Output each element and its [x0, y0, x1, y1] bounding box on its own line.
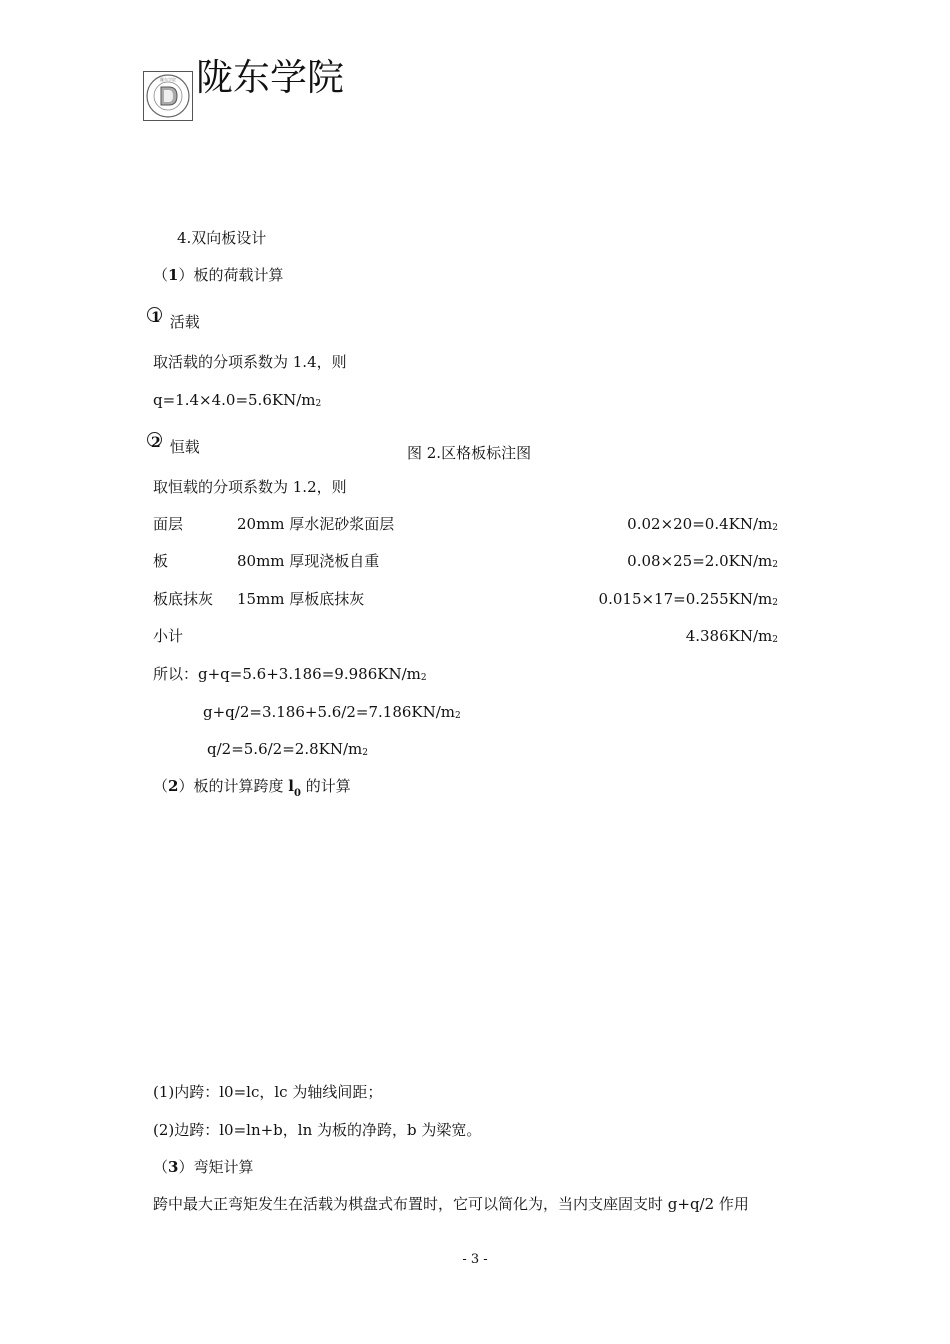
seal-graphic [144, 72, 192, 120]
live-load-heading [147, 307, 200, 332]
circled-number-1: 1 [147, 307, 165, 327]
school-name: 陇东学院 [196, 56, 344, 99]
load-subtotal-name: 小计 [153, 627, 184, 645]
load-row-desc: 80mm 厚现浇板自重 [237, 552, 380, 570]
load-row-value: $0.08\times 25=2.0KN/m^2$ [627, 552, 778, 570]
span-inner-text: (1)内跨：l0=lc，lc 为轴线间距； [153, 1083, 383, 1101]
load-row-name: 板 [153, 552, 169, 570]
university-seal-icon [143, 71, 193, 121]
span-edge-text: (2)边跨：l0=ln+b，ln 为板的净跨，b 为梁宽。 [153, 1121, 482, 1139]
dead-load-factor-text: 取恒载的分项系数为 1.2，则 [153, 478, 347, 496]
load-row-name: 面层 [153, 515, 184, 533]
load-row-desc: 20mm 厚水泥砂浆面层 [237, 515, 395, 533]
result-line-1: 所以：$g+q=5.6+3.186=9.986KN/m^2$ [153, 665, 427, 683]
result-line-3: $q/2=5.6/2=2.8KN/m^2$ [207, 740, 368, 758]
part2-heading: （2）板的计算跨度 $l_0$ 的计算 [153, 777, 351, 799]
circled-number-2: 2 [147, 432, 165, 452]
live-load-label: 活载 [169, 313, 200, 331]
part1-heading: （1）板的荷载计算 [153, 266, 284, 284]
load-row-desc: 15mm 厚板底抹灰 [237, 590, 365, 608]
live-load-formula: $q=1.4\times 4.0=5.6KN/m^2$ [153, 391, 322, 409]
load-row-value: $0.02\times 20=0.4KN/m^2$ [627, 515, 778, 533]
result-line-2: $g+q/2=3.186+5.6/2=7.186KN/m^2$ [203, 703, 461, 721]
part1-title: 板的荷载计算 [193, 266, 284, 284]
load-subtotal-value: $4.386KN/m^2$ [685, 627, 778, 645]
part3-paragraph: 跨中最大正弯矩发生在活载为棋盘式布置时，它可以简化为，当内支座固支时 g+q/2 作用 [153, 1195, 749, 1213]
load-row-name: 板底抹灰 [153, 590, 214, 608]
live-load-factor-text: 取活载的分项系数为 1.4，则 [153, 353, 347, 371]
dead-load-label: 恒载 [169, 438, 200, 456]
part3-heading: （3）弯矩计算 [153, 1158, 254, 1176]
load-row-value: $0.015\times 17=0.255KN/m^2$ [598, 590, 778, 608]
section-title: 4.双向板设计 [177, 229, 267, 247]
part1-index: 1 [168, 266, 179, 284]
figure-caption: 图 2.区格板标注图 [407, 444, 532, 462]
svg-text:隴东学院: 隴东学院 [160, 77, 176, 82]
dead-load-heading [147, 432, 200, 457]
page-number: - 3 - [462, 1252, 488, 1267]
